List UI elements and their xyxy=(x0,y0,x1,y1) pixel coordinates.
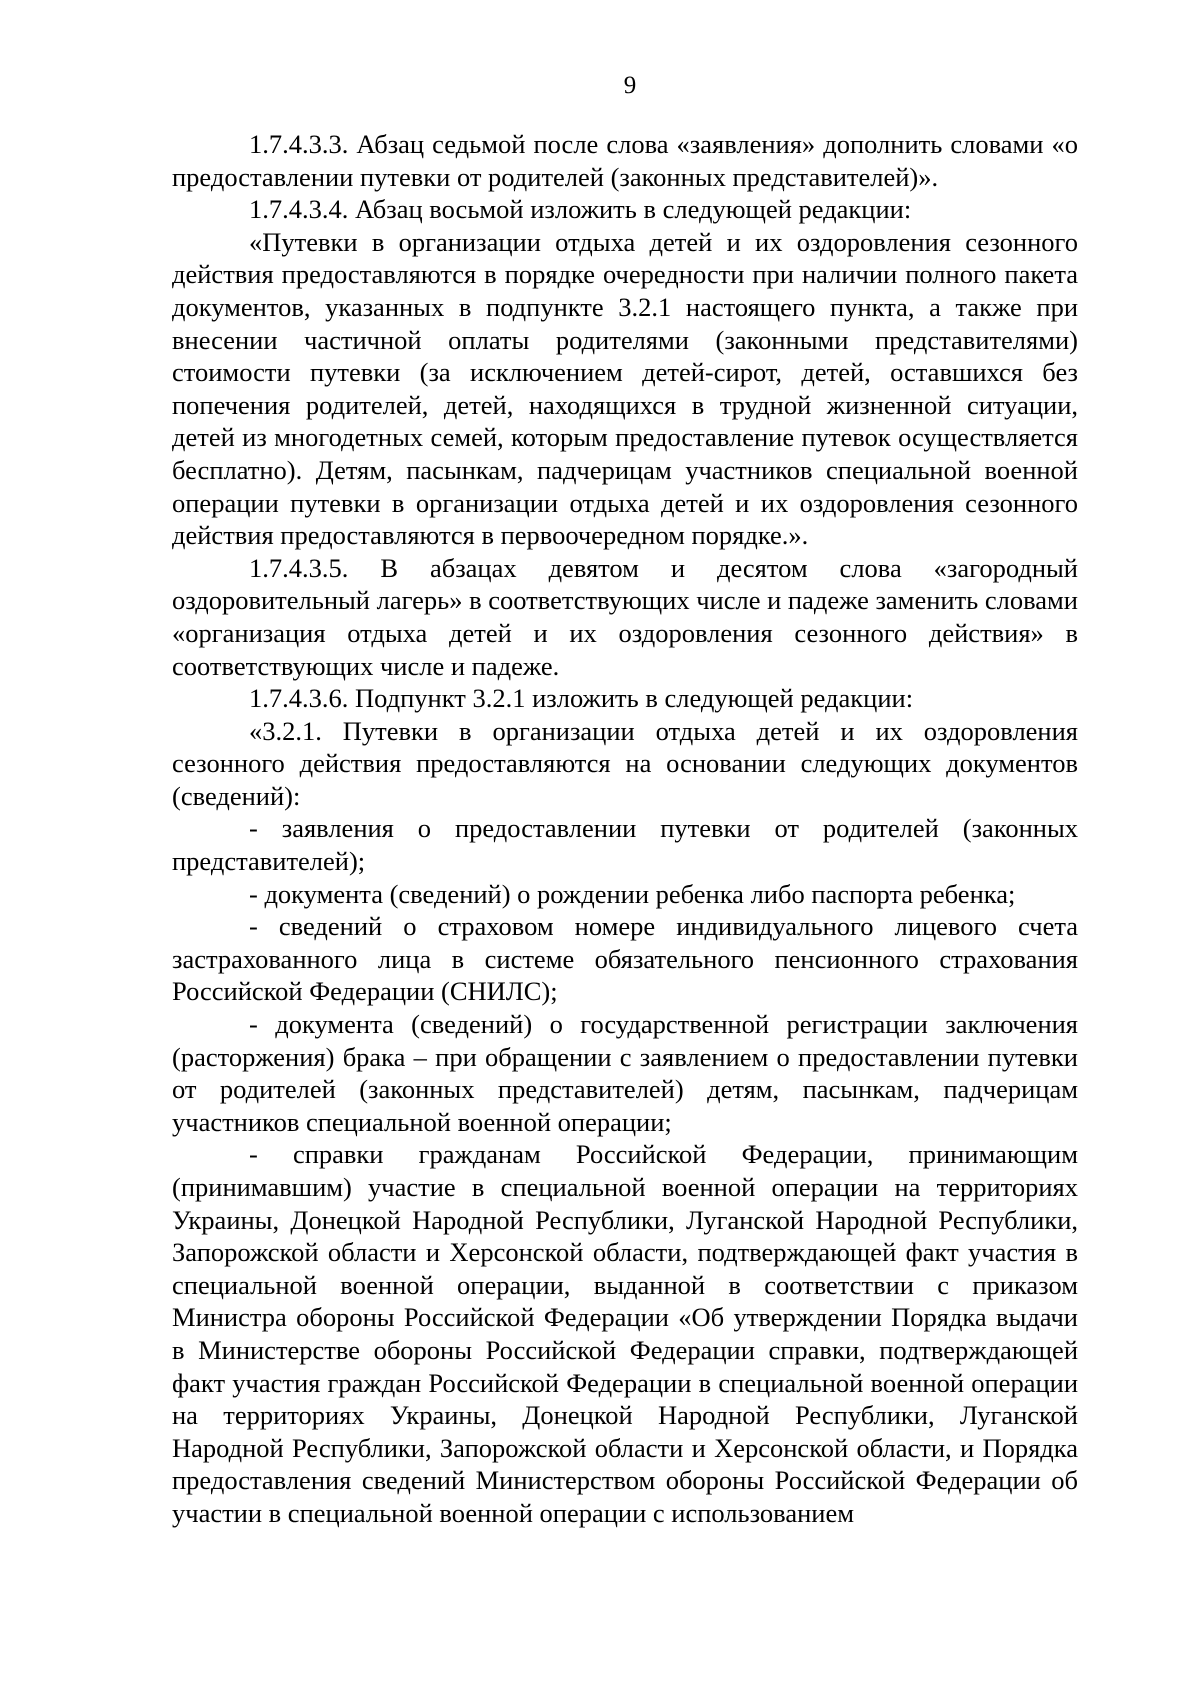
paragraph-1-7-4-3-4: 1.7.4.3.4. Абзац восьмой изложить в следующей редакции: xyxy=(249,194,912,225)
page-number: 9 xyxy=(623,72,637,99)
document-body xyxy=(172,128,1078,1530)
paragraph-quote-vouchers: «Путевки в организации отдыха детей и их оздоровления сезонного действия предоставляются в порядке очередности при наличии полного пакета документов, указанных в подпункте 3.2.1 настоящего пункта, а также при внесении частичной оплаты родителями (законными представителями) стоимости путевки (за исключением детей-сирот, детей, оставшихся без попечения родителей, детей, находящихся в трудной жизненной ситуации, детей из многодетных семей, которым предоставление путевок осуществляется бесплатно). Детям, пасынкам, падчерицам участников специальной военной операции путевки в организации отдыха детей и их оздоровления сезонного действия предоставляются в первоочередном порядке.». xyxy=(172,226,1078,551)
paragraph-1-7-4-3-3: 1.7.4.3.3. Абзац седьмой после слова «заявления» дополнить словами «о предоставлении путевки от родителей (законных представителей)». xyxy=(172,129,1078,192)
list-item-snils: - сведений о страховом номере индивидуального лицевого счета застрахованного лица в системе обязательного пенсионного страхования Российской Федерации (СНИЛС); xyxy=(172,911,1078,1007)
paragraph-3-2-1: «3.2.1. Путевки в организации отдыха детей и их оздоровления сезонного действия предоставляются на основании следующих документов (сведений): xyxy=(172,715,1078,811)
list-item-svo-certificate: - справки гражданам Российской Федерации, принимающим (принимавшим) участие в специальной военной операции на территориях Украины, Донецкой Народной Республики, Луганской Народной Республики, Запорожской области и Херсонской области, подтверждающей факт участия в специальной военной операции, выданной в соответствии с приказом Министра обороны Российской Федерации «Об утверждении Порядка выдачи в Министерстве обороны Российской Федерации справки, подтверждающей факт участия граждан Российской Федерации в специальной военной операции на территориях Украины, Донецкой Народной Республики, Луганской Народной Республики, Запорожской области и Херсонской области, и Порядка предоставления сведений Министерством обороны Российской Федерации об участии в специальной военной операции с использованием xyxy=(172,1139,1078,1528)
list-item-marriage-document: - документа (сведений) о государственной регистрации заключения (расторжения) брака – при обращении с заявлением о предоставлении путевки от родителей (законных представителей) детям, пасынкам, падчерицам участников специальной военной операции; xyxy=(172,1009,1078,1137)
list-item-birth-document: - документа (сведений) о рождении ребенка либо паспорта ребенка; xyxy=(249,878,1016,909)
paragraph-1-7-4-3-5: 1.7.4.3.5. В абзацах девятом и десятом слова «загородный оздоровительный лагерь» в соответствующих числе и падеже заменить словами «организация отдыха детей и их оздоровления сезонного действия» в соответствующих числе и падеже. xyxy=(172,552,1078,681)
list-item-application: - заявления о предоставлении путевки от родителей (законных представителей); xyxy=(172,813,1078,877)
paragraph-1-7-4-3-6: 1.7.4.3.6. Подпункт 3.2.1 изложить в следующей редакции: xyxy=(249,683,914,714)
